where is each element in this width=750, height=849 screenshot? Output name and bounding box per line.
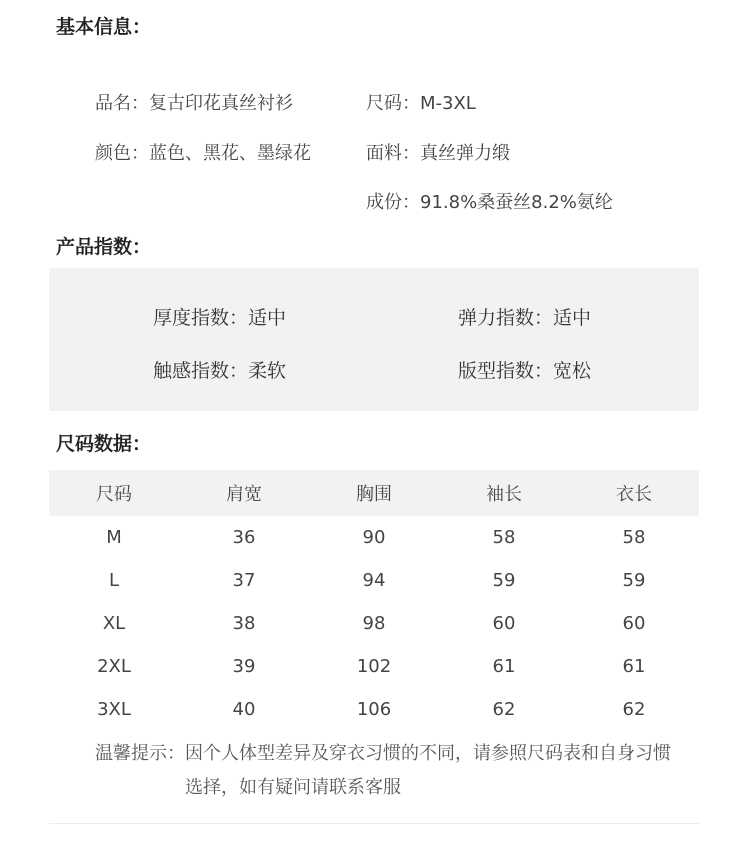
table-cell: 61 [492, 656, 516, 677]
size-table-header-cell: 袖长 [486, 484, 522, 505]
size-table-header-cell: 胸围 [356, 484, 392, 505]
touch-index: 触感指数：柔软 [153, 360, 287, 382]
fit-index: 版型指数：宽松 [458, 360, 592, 382]
table-cell: L [108, 570, 120, 591]
table-cell: 36 [232, 527, 256, 548]
table-cell: M [106, 527, 122, 548]
table-cell: 58 [622, 527, 646, 548]
table-cell: 59 [492, 570, 516, 591]
product-colors: 颜色：蓝色、黑花、墨绿花 [95, 143, 311, 164]
product-size-range: 尺码：M-3XL [366, 93, 476, 114]
table-cell: 39 [232, 656, 256, 677]
table-cell: XL [102, 613, 126, 634]
table-cell: 40 [232, 699, 256, 720]
table-cell: 90 [362, 527, 386, 548]
size-table-header-cell: 肩宽 [226, 484, 262, 505]
product-fabric: 面料：真丝弹力缎 [366, 143, 510, 164]
table-cell: 102 [356, 656, 392, 677]
table-row [49, 645, 699, 688]
table-cell: 59 [622, 570, 646, 591]
basic-info-heading: 基本信息： [56, 16, 152, 38]
table-cell: 61 [622, 656, 646, 677]
elasticity-index: 弹力指数：适中 [458, 307, 592, 329]
table-cell: 98 [362, 613, 386, 634]
size-table-header-cell: 衣长 [616, 484, 652, 505]
size-data-heading: 尺码数据： [56, 433, 152, 455]
size-table [49, 470, 699, 731]
table-row [49, 602, 699, 645]
tip-line-1: 温馨提示：因个人体型差异及穿衣习惯的不同，请参照尺码表和自身习惯 [95, 743, 671, 764]
product-index-heading: 产品指数： [56, 236, 152, 258]
table-cell: 62 [622, 699, 646, 720]
table-cell: 3XL [97, 699, 131, 720]
table-cell: 62 [492, 699, 516, 720]
bottom-divider [49, 823, 699, 824]
product-name: 品名：复古印花真丝衬衫 [95, 93, 293, 114]
size-table-header-cell: 尺码 [96, 484, 132, 505]
tip-line-2: 选择，如有疑问请联系客服 [185, 777, 401, 798]
thickness-index: 厚度指数：适中 [153, 307, 287, 329]
product-index-panel [49, 268, 699, 411]
table-row [49, 516, 699, 559]
table-row [49, 688, 699, 731]
table-cell: 2XL [97, 656, 131, 677]
table-cell: 37 [232, 570, 256, 591]
table-cell: 60 [492, 613, 516, 634]
size-table-header-row [49, 470, 699, 516]
table-cell: 60 [622, 613, 646, 634]
table-cell: 58 [492, 527, 516, 548]
table-cell: 94 [362, 570, 386, 591]
table-row [49, 559, 699, 602]
table-cell: 38 [232, 613, 256, 634]
product-composition: 成份：91.8%桑蚕丝8.2%氨纶 [366, 192, 613, 213]
table-cell: 106 [356, 699, 392, 720]
